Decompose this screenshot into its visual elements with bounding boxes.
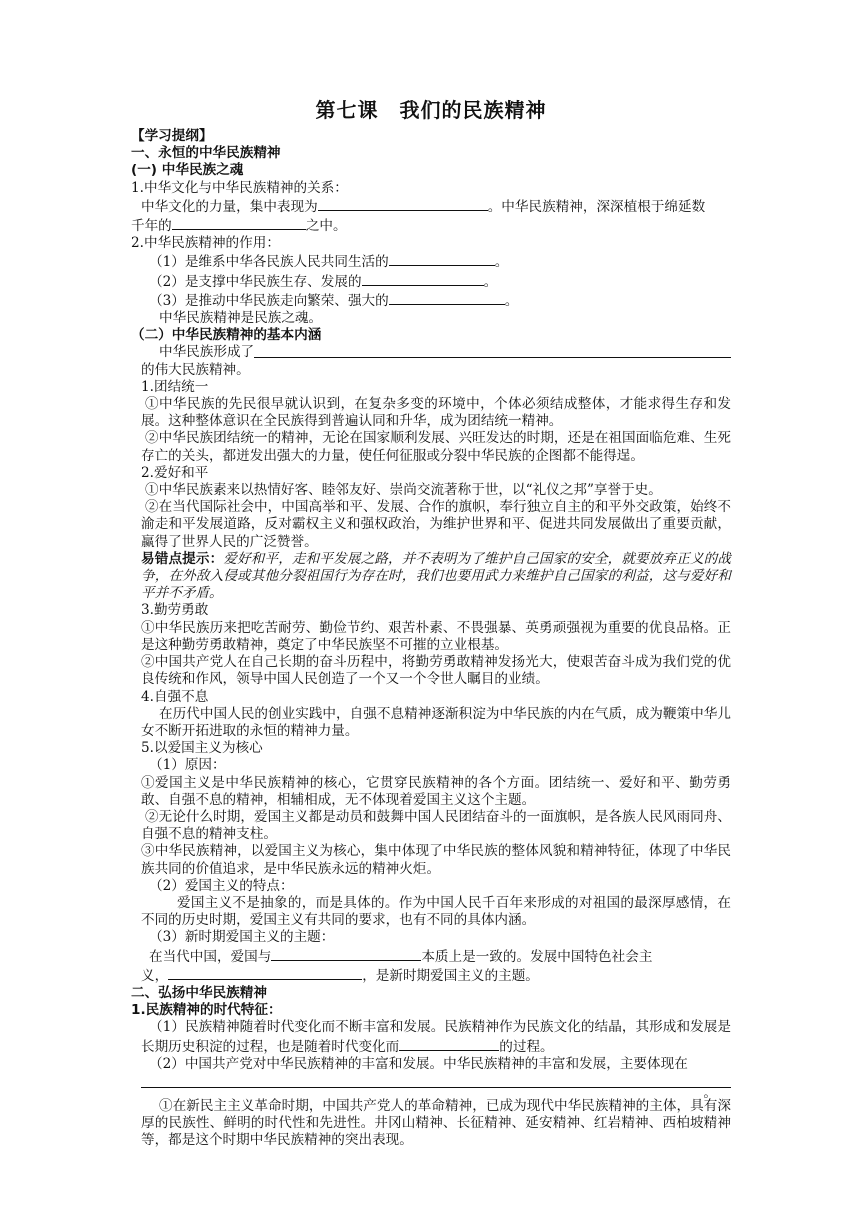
relation-line-2: 千年的 之中。 — [131, 218, 347, 235]
fill-blank[interactable] — [389, 252, 495, 266]
peace-paragraph-1: ①中华民族素来以热情好客、睦邻友好、崇尚交流著称于世，以“礼仪之邦”享誉于史。 — [145, 482, 662, 499]
role-summary: 中华民族精神是民族之魂。 — [159, 310, 323, 327]
diligence-paragraph-1: ①中华民族历来把吃苦耐劳、勤俭节约、艰苦朴素、不畏强暴、英勇顽强视为重要的优良品格。正是这种勤劳勇敢精神，奠定了中华民族坚不可摧的立业根基。 — [141, 619, 731, 653]
fill-blank[interactable] — [168, 966, 362, 980]
diligence-paragraph-2: ②中国共产党人在自己长期的奋斗历程中，将勤劳勇敢精神发扬光大，使艰苦奋斗成为我们党的优良传统和作风，领导中国人民创造了一个又一个令世人瞩目的业绩。 — [141, 654, 731, 688]
fill-blank[interactable] — [172, 216, 306, 230]
part1-sub1-heading: (一) 中华民族之魂 — [131, 162, 244, 179]
error-tip — [131, 551, 731, 603]
self-reliance-label: 4.自强不息 — [141, 688, 209, 705]
fill-blank[interactable] — [362, 272, 484, 286]
content-line-1: 中华民族形成了 — [131, 344, 731, 361]
page-title: 第七课 我们的民族精神 — [315, 98, 547, 122]
patriotism-reason-3: ③中华民族精神，以爱国主义为核心，集中体现了中华民族的整体风貌和精神特征，体现了中华民族共同的价值追求，是中华民族永远的精神火炬。 — [141, 843, 731, 877]
era-paragraph-3: ①在新民主主义革命时期，中国共产党人的革命精神，已成为现代中华民族精神的主体，具有深厚的民族性、鲜明的时代性和先进性。井冈山精神、长征精神、延安精神、红岩精神、西柏坡精神等，都是这个时期中华民族精神的突出表现。 — [141, 1097, 731, 1149]
fill-blank[interactable] — [399, 1037, 499, 1051]
role-item-3: （3）是推动中华民族走向繁荣、强大的 。 — [149, 292, 519, 309]
fill-blank-line[interactable] — [141, 1073, 731, 1088]
part2-sub1-heading: 1.民族精神的时代特征： — [131, 1002, 282, 1019]
patriotism-label: 5.以爱国主义为核心 — [141, 740, 263, 757]
patriotism-feature-label: （2）爱国主义的特点： — [149, 877, 294, 894]
part1-heading: 一、永恒的中华民族精神 — [131, 145, 281, 162]
error-tip-label: 易错点提示： — [141, 550, 224, 567]
patriotism-theme-label: （3）新时期爱国主义的主题： — [149, 929, 335, 946]
unity-label: 1.团结统一 — [141, 378, 209, 395]
part1-sub2-heading: （二）中华民族精神的基本内涵 — [131, 327, 322, 344]
role-label: 2.中华民族精神的作用： — [131, 235, 280, 252]
fill-blank[interactable] — [254, 344, 731, 358]
fill-blank[interactable] — [271, 947, 421, 961]
relation-line-1: 中华文化的力量，集中表现为 。中华民族精神，深深植根于绵延数 — [141, 198, 706, 215]
content-line-2: 的伟大民族精神。 — [141, 361, 250, 378]
unity-paragraph-2: ②中华民族团结统一的精神，无论在国家顺利发展、兴旺发达的时期，还是在祖国面临危难、生死存亡的关头，都迸发出强大的力量，使任何征服或分裂中华民族的企图都不能得逞。 — [141, 430, 731, 464]
worksheet-page — [131, 96, 731, 1150]
fill-blank[interactable] — [318, 197, 488, 211]
patriotism-reason-1: ①爱国主义是中华民族精神的核心，它贯穿民族精神的各个方面。团结统一、爱好和平、勤劳勇敢、自强不息的精神，相辅相成，无不体现着爱国主义这个主题。 — [141, 774, 731, 808]
patriotism-reason-2: ②无论什么时期，爱国主义都是动员和鼓舞中国人民团结奋斗的一面旗帜，是各族人民风雨同舟、自强不息的精神支柱。 — [141, 808, 731, 843]
era-paragraph-2-end: 。 — [703, 1084, 717, 1101]
patriotism-feature-paragraph: 爱国主义不是抽象的，而是具体的。作为中国人民千百年来形成的对祖国的最深厚感情，在不同的历史时期，爱国主义有共同的要求，也有不同的具体内涵。 — [141, 894, 731, 929]
era-paragraph-1: （1）民族精神随着时代变化而不断丰富和发展。民族精神作为民族文化的结晶，其形成和发展是长期历史积淀的过程，也是随着时代变化而 的过程。 — [141, 1019, 731, 1055]
role-item-2: （2）是支撑中华民族生存、发展的 。 — [149, 273, 498, 290]
relation-label: 1.中华文化与中华民族精神的关系： — [131, 179, 348, 196]
peace-paragraph-2: ②在当代国际社会中，中国高举和平、发展、合作的旗帜，奉行独立自主的和平外交政策，始终不渝走和平发展道路，反对霸权主义和强权政治，为维护世界和平、促进共同发展做出了重要贡献，赢得了世界人民的广泛赞誉。 — [141, 499, 731, 550]
fill-blank[interactable] — [389, 291, 505, 305]
diligence-label: 3.勤劳勇敢 — [141, 602, 209, 619]
patriotism-theme-line-1: 在当代中国，爱国与 本质上是一致的。发展中国特色社会主 — [149, 948, 653, 965]
role-item-1: （1）是维系中华各民族人民共同生活的 。 — [149, 254, 509, 271]
part2-heading: 二、弘扬中华民族精神 — [131, 984, 267, 1001]
patriotism-reason-label: （1）原因： — [149, 757, 226, 774]
patriotism-theme-line-2: 义， ，是新时期爱国主义的主题。 — [141, 967, 539, 984]
error-tip-text: 爱好和平，走和平发展之路，并不表明为了维护自己国家的安全，就要放弃正义的战争，在外敌入侵或其他分裂祖国行为存在时，我们也要用武力来维护自己国家的利益，这与爱好和平并不矛盾。 — [141, 550, 731, 602]
outline-label: 【学习提纲】 — [131, 128, 213, 144]
era-paragraph-2: （2）中国共产党对中华民族精神的丰富和发展。中华民族精神的丰富和发展，主要体现在 — [149, 1055, 688, 1072]
self-reliance-paragraph: 在历代中国人民的创业实践中，自强不息精神逐渐积淀为中华民族的内在气质，成为鞭策中华儿女不断开拓进取的永恒的精神力量。 — [141, 705, 731, 739]
peace-label: 2.爱好和平 — [141, 464, 209, 481]
unity-paragraph-1: ①中华民族的先民很早就认识到，在复杂多变的环境中，个体必须结成整体，才能求得生存和发展。这种整体意识在全民族得到普遍认同和升华，成为团结统一精神。 — [141, 396, 731, 430]
